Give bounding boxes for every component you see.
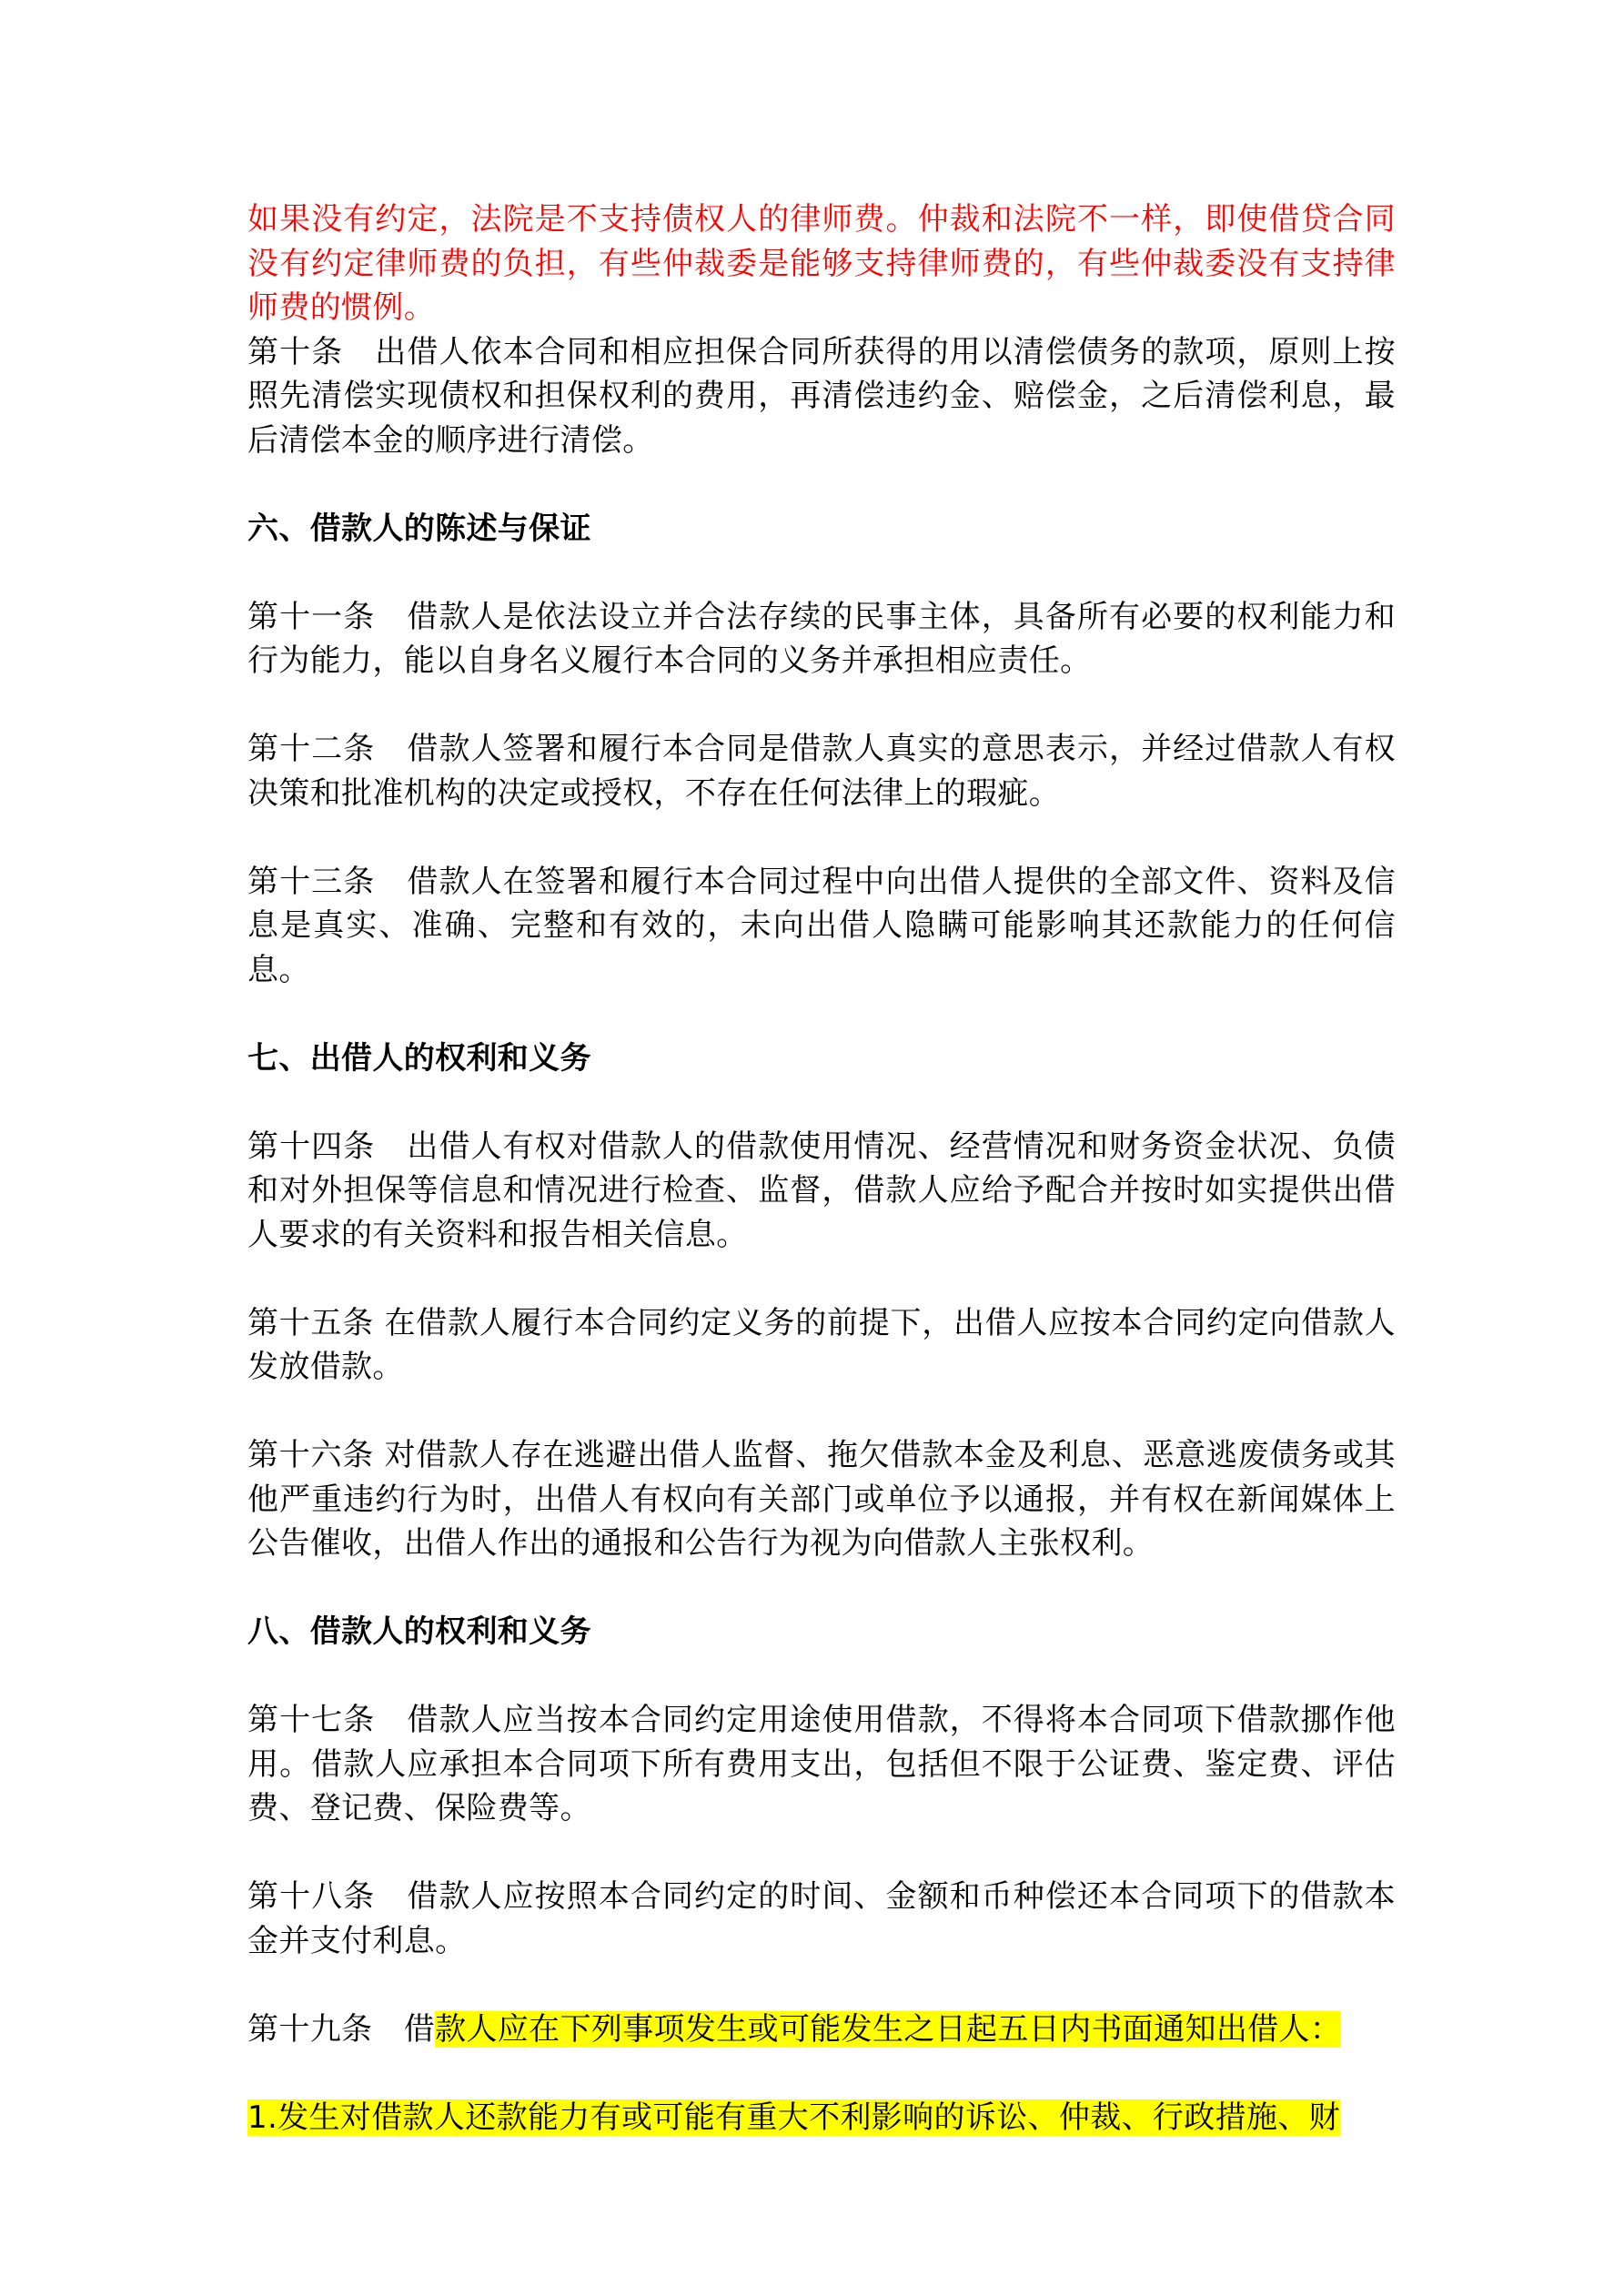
article-11: 第十一条 借款人是依法设立并合法存续的民事主体，具备所有必要的权利能力和行为能力，能以自身名义履行本合同的义务并承担相应责任。 xyxy=(247,598,1396,679)
article-13: 第十三条 借款人在签署和履行本合同过程中向出借人提供的全部文件、资料及信息是真实、准确、完整和有效的，未向出借人隐瞒可能影响其还款能力的任何信息。 xyxy=(247,863,1396,988)
article-19 xyxy=(247,2008,1396,2052)
section-8-heading: 八、借款人的权利和义务 xyxy=(247,1613,591,1650)
article-12: 第十二条 借款人签署和履行本合同是借款人真实的意思表示，并经过借款人有权决策和批准机构的决定或授权，不存在任何法律上的瑕疵。 xyxy=(247,731,1396,812)
article-18: 第十八条 借款人应按照本合同约定的时间、金额和币种偿还本合同项下的借款本金并支付利息。 xyxy=(247,1878,1396,1959)
list-item-1 xyxy=(247,2096,1396,2140)
section-7-heading: 七、出借人的权利和义务 xyxy=(247,1039,591,1077)
article-14: 第十四条 出借人有权对借款人的借款使用情况、经营情况和财务资金状况、负债和对外担保等信息和情况进行检查、监督，借款人应给予配合并按时如实提供出借人要求的有关资料和报告相关信息。 xyxy=(247,1128,1396,1253)
article-16: 第十六条 对借款人存在逃避出借人监督、拖欠借款本金及利息、恶意逃废债务或其他严重违约行为时，出借人有权向有关部门或单位予以通报，并有权在新闻媒体上公告催收，出借人作出的通报和公告行为视为向借款人主张权利。 xyxy=(247,1437,1396,1562)
document-body xyxy=(247,197,1396,2139)
article-19-highlighted-text: 款人应在下列事项发生或可能发生之日起五日内书面通知出借人： xyxy=(435,2010,1342,2048)
lawyer-fee-note: 如果没有约定，法院是不支持债权人的律师费。仲裁和法院不一样，即使借贷合同没有约定律师费的负担，有些仲裁委是能够支持律师费的，有些仲裁委没有支持律师费的惯例。 xyxy=(247,201,1396,326)
article-19-text: 第十九条 借 xyxy=(247,2010,436,2048)
section-6-heading: 六、借款人的陈述与保证 xyxy=(247,510,591,547)
article-15: 第十五条 在借款人履行本合同约定义务的前提下，出借人应按本合同约定向借款人发放借款。 xyxy=(247,1304,1396,1385)
article-17: 第十七条 借款人应当按本合同约定用途使用借款，不得将本合同项下借款挪作他用。借款人应承担本合同项下所有费用支出，包括但不限于公证费、鉴定费、评估费、登记费、保险费等。 xyxy=(247,1702,1396,1826)
article-10: 第十条 出借人依本合同和相应担保合同所获得的用以清偿债务的款项，原则上按照先清偿实现债权和担保权利的费用，再清偿违约金、赔偿金，之后清偿利息，最后清偿本金的顺序进行清偿。 xyxy=(247,333,1396,459)
list-item-1-highlighted-text: 1.发生对借款人还款能力有或可能有重大不利影响的诉讼、仲裁、行政措施、财 xyxy=(247,2099,1341,2136)
